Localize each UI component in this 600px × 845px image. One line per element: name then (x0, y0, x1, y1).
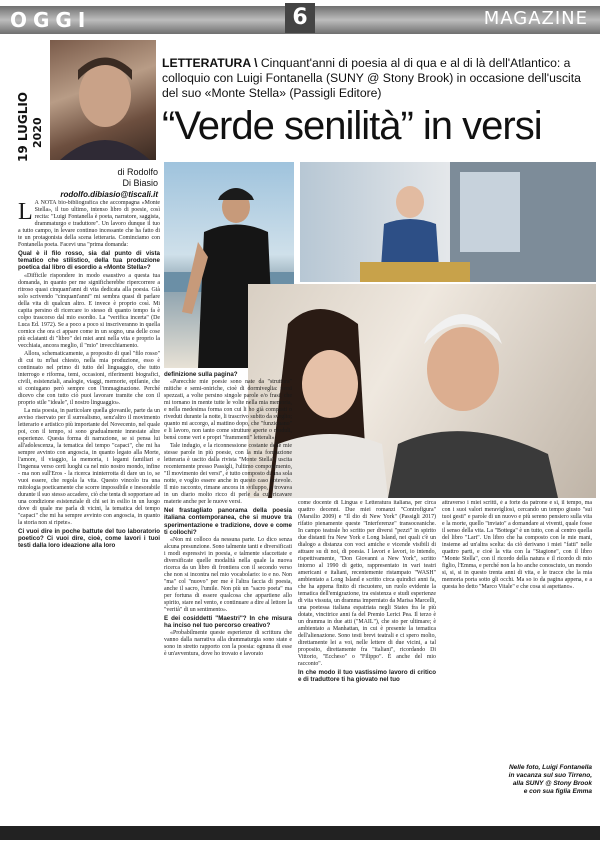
photo-fontanella-at-suny (300, 162, 596, 282)
magazine-label: MAGAZINE (483, 8, 588, 29)
caption-line-2: in vacanza sul suo Tirreno, (508, 772, 592, 779)
issue-date-year: 2020 (31, 117, 44, 148)
author-portrait-photo (50, 40, 156, 160)
issue-date (14, 92, 44, 162)
byline-name-2: Di Biasio (122, 178, 158, 188)
article-subtitle: Cinquant'anni di poesia al di qua e al di là dell'Atlantico: a colloquio con Luigi Fontanella (SUNY @ Stony Brook) in occasione dell'uscita del suo «Monte Stella» (Passigli Editore) (162, 56, 581, 100)
issue-date-day: 19 LUGLIO (16, 91, 30, 162)
answer-1b: Allora, schematicamente, a proposito di quel "filo rosso" di cui tu m'hai chiesto, nella mia produzione, esso è continuato nel primo di tutto del linguaggio, che tutto interrogo e riforma, temi, occasioni, riferimenti biografici, civili, esistenziali, analogie, viaggi, memorie, epifanie, che si coniugano però sempre con l'immaginazione. Perché dicevo che con tutto ciò puoi lavorare tramite che con il proprio stile "ideale", il nostro linguaggio». (18, 350, 160, 406)
byline-name-1: di Rodolfo (117, 167, 158, 177)
article-kicker: LETTERATURA \ (162, 56, 258, 70)
answer-1: «Difficile rispondere in modo esaustivo a questa tua domanda, in quanto per me significherebbe ripercorrere a ritroso quasi cinquant'anni di vita dedicata alla poesia. Già solo scrivendo "cinquant'anni" mi sembra quasi di parlare della vita di qualcun altro. E invece è proprio così. Mi capita persino di ricercare io stesso di quanto tempo fa è colpo trascorso dal mio esordio. La "verifica incerta" (De Luca Ed. 1972). Se a poco a poco si inscriveranno in quella cornice che ora ci appare come in un sogno, una delle cose più eclatanti di "libro" dei miei anni nella vita e proprio la vecchiaia, ancora meglio, il "mio" invecchiamento. (18, 272, 160, 349)
photo-caption (462, 764, 592, 796)
intro-text: A NOTA bio-bibliografica che accompagna «Monte Stella», il tuo ultimo, intenso libro di poesie, così recita: "Luigi Fontanella è poeta, narratore, saggista, drammaturgo e traduttore". Un lavoro dunque il tuo a tutto campo, in levare continuo incessante che ha fatto di te un protagonista della scena letteraria. Cominciamo con Fontanella poeta. Facevi una "prima domanda: (18, 200, 160, 248)
question-3: Nel frastagliato panorama della poesia italiana contemporanea, che si muove tra sperimentazione e tradizione, dove e come ti collochi? (164, 507, 292, 536)
answer-2: «Parecchie mie poesie sono nate da "struttura" mitiche e semi-oniriche, cioè di dormiveglia: versi spezzati, a volte persino singole parole e/o frasi, che mi tornano in mente tutte le volte nella mia memoria, e nella medesima forma con cui li ho già composti o riveduti durante la notte, li trascrivo subito da sveglio; quanto mi accorgo, al mattino dopo, che "funzionano" e li lavoro, non tanto come strutture aperte o moduli, bensì come veri e propri "frammenti" letterali». (164, 379, 292, 442)
question-4: E dei cosiddetti "Maestri"? In che misura ha inciso nel tuo percorso creativo? (164, 615, 292, 630)
question-2: Ci vuoi dire in poche battute del tuo laboratorio poetico? Ci vuoi dire, cioè, come lavori i tuoi testi dalla loro ideazione alla loro (18, 527, 160, 550)
article-deck (162, 56, 592, 101)
answer-3: «Non mi colloco da nessuna parte. Lo dico senza alcuna presunzione. Sono talmente tanti e diversificati i modi espressivi in poesia, e talmente sfaccettate e diversificate quelle modalità nella quale la nuova ricerca da un libro di frontiera con il secondo verso che non si incontra nel mio vocabolario: io e no. Non "ma" col "nuovo" per me è l'altra faccia di poesia, anche il sacro, l'umile. Non più un "sacro poeta" ma per fortuna di essere qualcosa che appartiene allo spirito, stare nel vento, e continuare a dire al lettore la "verità" di un sentimento». (164, 537, 292, 614)
caption-line-4: e con sua figlia Emma (523, 788, 592, 795)
caption-line-3: alla SUNY @ Stony Brook (512, 780, 592, 787)
answer-2b: Tale indugio, e la riconnessione costante delle mie stesse parole in più poesie, con la mia formazione letteraria è uscito dalla rivista "Monte Stella", uscita recentemente presso Passigli, l'ultimo componimento, "Il movimento dei versi", è tutto composto di una sola notte, e voglio essere anche in questo caso notevole. Il mio racconto, rimane ancora in sviluppo, e trovava in un diario molto ricco di perle da cui ricavare materie anche per le nuove versi. (164, 443, 292, 506)
answer-6-cont: attraverso i miei scritti, è a forte da patrone e si, il tempo, ma con i suoi valori meravigliosi, cercando un tempo giusto "sui tuoi gesti" e parole di un nuovo e più sereno pensiero sulla vita e la morte, quello "inviato" a domandare ai viventi, quale fosse il senso della vita. La "Bottega" è un tutto, con al centro quella del libro "Lart". Un libro che ha composto con le mie mani, insieme ad un'altra scelta: da ciò derivano i miei "fatti" nelle quattro parti, e cioè la vita con la "Stagione", con il libro "Monte Stella", con il ricordo della natura e il ricordo di mio figlio, l'Emma, e perché non la ho anche conosciuto, un mondo si, si, si in questo trenta anni di vita, e le tracce che la mia memoria porta sotto gli occhi. Ma so io da pagina appena, e a questa ho detto "Marco Vitale" e che cosa si aspettano». (442, 500, 592, 590)
footer-bar (0, 826, 600, 840)
question-1: Qual è il filo rosso, sia dal punto di vista tematico che stilistico, della tua produzione poetica dal libro di esordio a «Monte Stella»? (18, 250, 160, 272)
byline (18, 167, 158, 200)
section-name: OGGI (10, 8, 92, 32)
answer-1c: La mia poesia, in particolare quella giovanile, parte da un avviso riservato per il surrealismo, senz'altro il movimento letterario e artistico più importante del Novecento, nel quale poi, con il tempo, si sono gradualmente innestate altre esperienze. Questa forma di narrazione, se si pensa lui all'adolescenza, la tematica del tempo "capaci", che mi ha sempre avvinto con angoscia, in quanto legato alla Morte, l'amore, il viaggio, la memoria, i legami familiari e l'ingenua verso certi luoghi ca nel mio nostro mondo, infine - ma non sull'Eros - la ricerca ininterrotta di dare un io, se vuoi essere, che regola la vita. Questo vincolo tra una mitologia poeticamente che scorre impossibile e inesorabile durante il suo stesso accadere, ciò che tenta di sopportare ad una condizione esistenziale di chi sei in esilio in un luogo dove di quale me parla di vicini, la tematica del tempo "capaci" che mi ha sempre avvinto con angoscia, in quanto la storia non si ripete». (18, 407, 160, 526)
drop-cap: L (18, 200, 33, 225)
article-column-3 (298, 500, 436, 818)
answer-4: «Probabilmente queste esperienze di scrittura che vanno dalla narrativa alla drammaturgia sono state e sono in stretto rapporto con la poesia: ognuna di esse è un'avventura, dove ho trovato e lavorato (164, 630, 292, 658)
photo-fontanella-with-daughter (248, 284, 596, 498)
article-column-5 (442, 500, 592, 755)
question-5: In che modo il tuo vastissimo lavoro di critico e di traduttore ti ha giovato nel tuo (298, 669, 436, 684)
page-number: 6 (285, 3, 315, 33)
article-column-2 (164, 370, 292, 818)
caption-line-1: Nelle foto, Luigi Fontanella (508, 764, 592, 771)
article-headline: “Verde senilità” in versi (162, 104, 542, 148)
author-email: rodolfo.dibiasio@tiscali.it (60, 190, 158, 199)
article-column-1 (18, 200, 160, 818)
question-2-cont: definizione sulla pagina? (164, 371, 238, 378)
answer-4-cont: come docente di Lingua e Letteratura italiana, per circa quattro decenni. Due miei romanzi "Controfigura" (Marsilio 2009) e "Il dio di New York" (Passigli 2017) rifatto pienamente queste "Interferenze" transoceaniche. In campo teatrale ho scritto per diversi "pezzi" in spirito due distanti fra New York e Long Island, nei quali c'è un dialogo a distanza con voci amiche e vicende visibili di attuare su di noi, di poesia. I lavori e lavori, io intendo, rispettivamente, "Don Giovanni a New York", scritto intorno al 1990 di getto, rappresentato in vari teatri americani e italiani, recentemente ristampato "WASH" ambientato a Long Island e scritto circa quindici anni fa, che ha appena finito di riscuotere, un ruolo evidente la tematica dell'emigrazione, tra esistenza e studi esperienze di vita vissuta, un dramma imperniato da Marisa Marcelli, una poetessa italiana espatriata negli States fra le più dotate, vincitrice anni fa del Premio Lerici Pea. Il terzo è un dramma in due atti ("MAIL"), che sto per ultimare; è ambientato a Manhattan, in cui è presente la tematica dell'alienazione. Sono testi brevi teatrali e ci spero molto, direttamente lei a voi, nelle lettere di due vicini, a tal proposito, direttamente fra "italiani", ricordando Di Vittorio, "Eccheso" o "Filippo". È anche del mio racconto". (298, 500, 436, 667)
